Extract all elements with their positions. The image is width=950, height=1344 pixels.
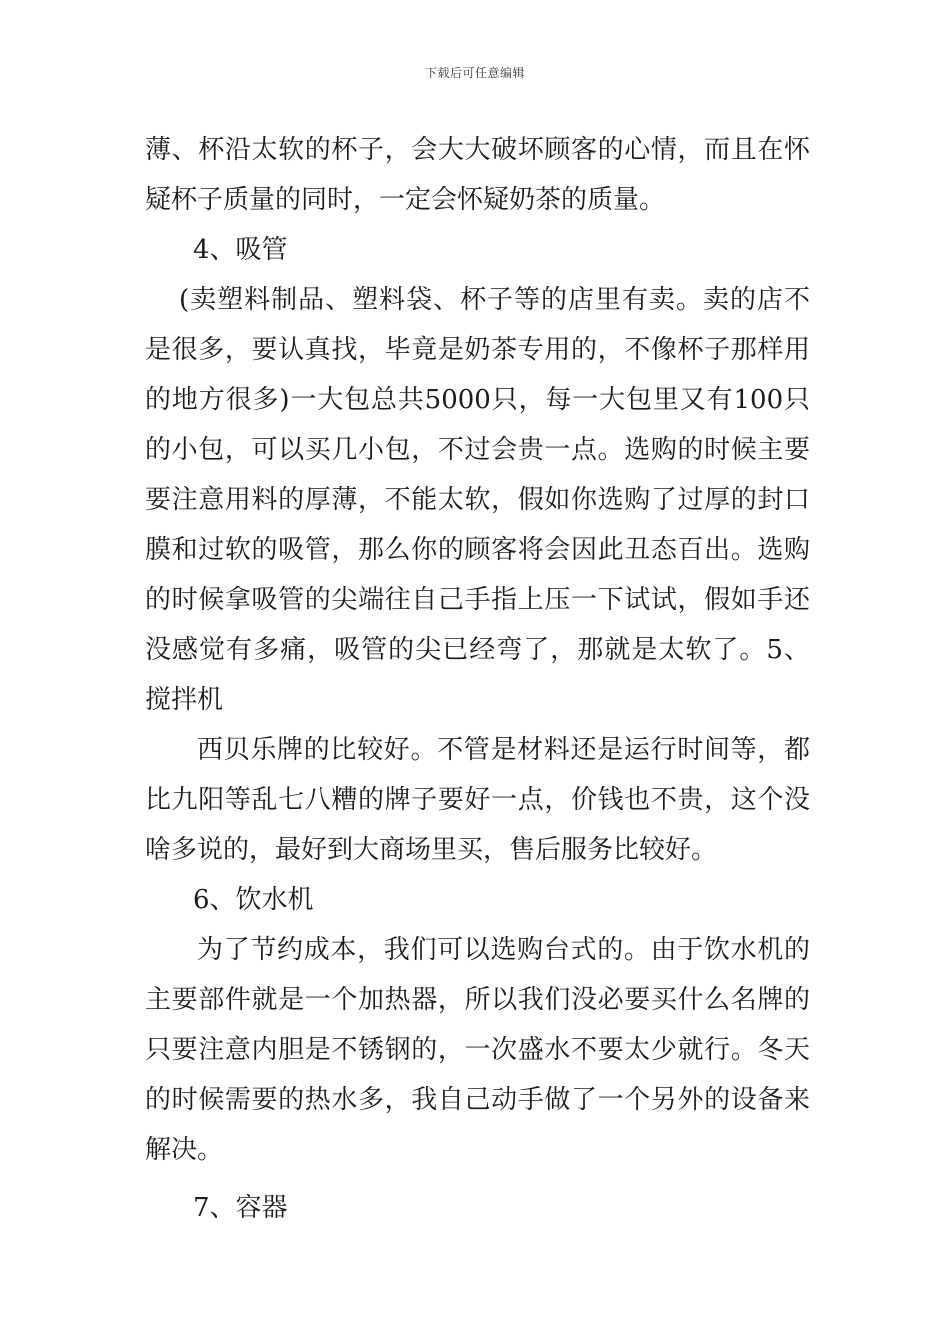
paragraph-straw: (卖塑料制品、塑料袋、杯子等的店里有卖。卖的店不是很多，要认真找，毕竟是奶茶专用的，不像杯子那样用的地方很多)一大包总共5000只，每一大包里又有100只的小包，可以买几小包，不过会贵一点。选购的时候主要要注意用料的厚薄，不能太软，假如你选购了过厚的封口膜和过软的吸管，那么你的顾客将会因此丑态百出。选购的时候拿吸管的尖端往自己手指上压一下试试，假如手还没感觉有多痛，吸管的尖已经弯了，那就是太软了。5、搅拌机 xyxy=(145,285,810,715)
section-heading-straw: 4、吸管 xyxy=(193,235,288,265)
paragraph-blender: 西贝乐牌的比较好。不管是材料还是运行时间等，都比九阳等乱七八糟的牌子要好一点，价钱也不贵，这个没啥多说的，最好到大商场里买，售后服务比较好。 xyxy=(145,735,810,865)
section-heading-water-dispenser: 6、饮水机 xyxy=(193,885,314,915)
section-heading-container: 7、容器 xyxy=(193,1193,288,1223)
paragraph-water-dispenser: 为了节约成本，我们可以选购台式的。由于饮水机的主要部件就是一个加热器，所以我们没必要买什么名牌的只要注意内胆是不锈钢的，一次盛水不要太少就行。冬天的时候需要的热水多，我自己动手做了一个另外的设备来解决。 xyxy=(145,935,810,1165)
page-header: 下载后可任意编辑 xyxy=(424,66,525,80)
paragraph-continuation: 薄、杯沿太软的杯子，会大大破坏顾客的心情，而且在怀疑杯子质量的同时，一定会怀疑奶茶的质量。 xyxy=(145,135,810,215)
document-body xyxy=(145,125,810,1233)
